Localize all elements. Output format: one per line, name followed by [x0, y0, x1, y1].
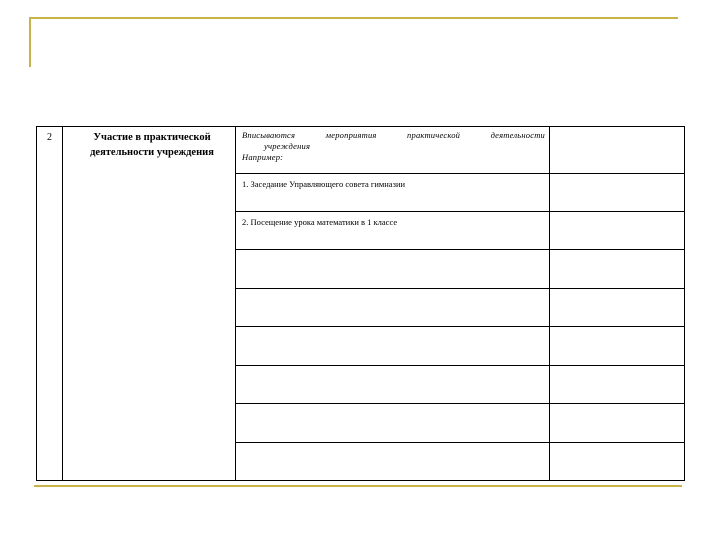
- activity-cell: [236, 212, 550, 250]
- result-cell: [550, 365, 685, 404]
- activity-item: 2. Посещение урока математики в 1 классе: [242, 217, 398, 227]
- result-cell: [550, 250, 685, 289]
- activity-cell-empty: [236, 250, 550, 289]
- section-title-cell: [63, 127, 236, 481]
- activity-item: 1. Заседание Управляющего совета гимназии: [242, 179, 406, 189]
- frame-top-rule: [30, 17, 678, 19]
- section-title: Участие в практической деятельности учреждения: [90, 132, 214, 158]
- row-number-cell: [37, 127, 63, 481]
- table-row: [37, 127, 685, 174]
- result-cell: [550, 174, 685, 212]
- result-cell: [550, 442, 685, 481]
- description-example-label: Например:: [242, 152, 284, 162]
- result-cell: [550, 327, 685, 366]
- result-cell: [550, 127, 685, 174]
- activity-cell-empty: [236, 365, 550, 404]
- activity-cell: [236, 174, 550, 212]
- row-number: 2: [47, 132, 52, 143]
- description-line-2: учреждения: [264, 141, 311, 151]
- activity-cell-empty: [236, 288, 550, 327]
- result-cell: [550, 288, 685, 327]
- result-cell: [550, 212, 685, 250]
- description-text: [236, 127, 549, 163]
- frame-left-rule: [29, 17, 31, 67]
- activity-cell-empty: [236, 442, 550, 481]
- result-cell: [550, 404, 685, 443]
- activity-cell-empty: [236, 404, 550, 443]
- description-line-1: Вписываются мероприятия практической деятельности: [242, 130, 545, 140]
- description-cell: [236, 127, 550, 174]
- activity-cell-empty: [236, 327, 550, 366]
- activity-plan-table: [36, 126, 685, 481]
- frame-bottom-rule: [34, 485, 682, 487]
